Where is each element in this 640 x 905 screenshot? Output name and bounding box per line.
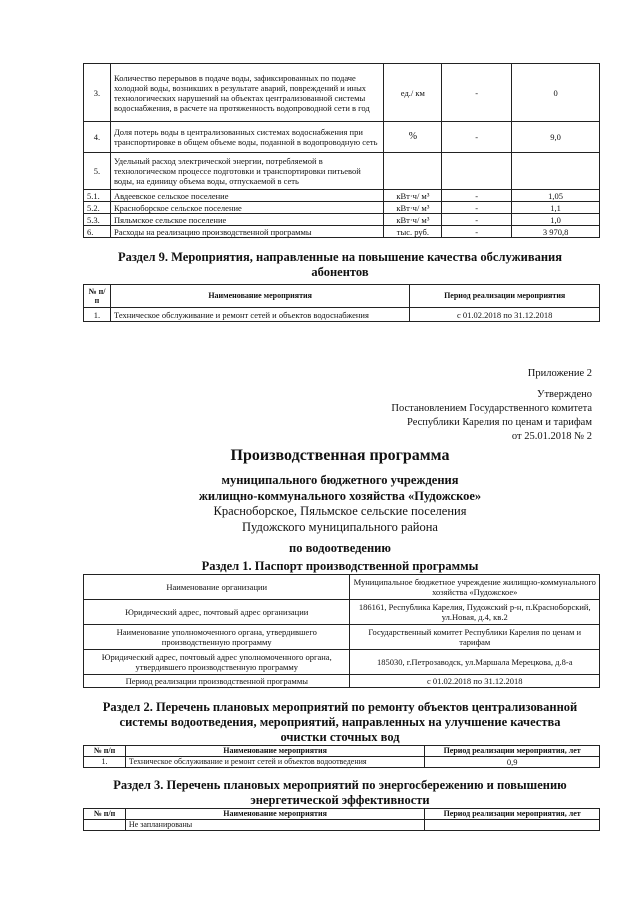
col-number-header: № п/п bbox=[84, 285, 111, 308]
passport-value: с 01.02.2018 по 31.12.2018 bbox=[350, 675, 600, 688]
table-row bbox=[84, 575, 600, 600]
passport-value: Государственный комитет Республики Карелия по ценам и тарифам bbox=[350, 625, 600, 650]
indicator-target: 1,05 bbox=[512, 190, 600, 202]
table-row bbox=[84, 625, 600, 650]
program-subject: по водоотведению bbox=[289, 541, 391, 555]
indicator-unit: % bbox=[384, 122, 442, 153]
row-number bbox=[84, 820, 126, 831]
indicator-name: Авдеевское сельское поселение bbox=[110, 190, 383, 202]
indicator-target bbox=[512, 153, 600, 190]
passport-table bbox=[83, 574, 600, 688]
table-row bbox=[84, 757, 600, 768]
approved-label: Утверждено bbox=[537, 389, 592, 400]
indicator-base: - bbox=[442, 122, 512, 153]
section9-table bbox=[83, 284, 600, 322]
col-number-header: № п/п bbox=[84, 809, 126, 820]
measure-name: Не запланированы bbox=[125, 820, 424, 831]
appendix-label: Приложение 2 bbox=[527, 368, 592, 379]
row-number: 1. bbox=[84, 308, 111, 322]
indicator-base: - bbox=[442, 202, 512, 214]
passport-label: Юридический адрес, почтовый адрес уполномоченного органа, утвердившего производственную программу bbox=[84, 650, 350, 675]
table-row bbox=[84, 153, 600, 190]
table-row bbox=[84, 308, 600, 322]
col-period-header: Период реализации мероприятия bbox=[410, 285, 600, 308]
section2-table bbox=[83, 745, 600, 768]
indicator-target: 1,0 bbox=[512, 214, 600, 226]
table-row bbox=[84, 600, 600, 625]
indicator-unit: кВт·ч/ м³ bbox=[384, 190, 442, 202]
col-number-header: № п/п bbox=[84, 746, 126, 757]
indicator-name: Расходы на реализацию производственной программы bbox=[110, 226, 383, 238]
org-line-1: муниципального бюджетного учреждения bbox=[221, 473, 459, 487]
passport-label: Наименование уполномоченного органа, утвердившего производственную программу bbox=[84, 625, 350, 650]
section3-title bbox=[40, 778, 640, 808]
indicator-target: 1,1 bbox=[512, 202, 600, 214]
indicator-target: 9,0 bbox=[512, 122, 600, 153]
indicator-unit: кВт·ч/ м³ bbox=[384, 202, 442, 214]
approval-line-2: Республики Карелия по ценам и тарифам bbox=[407, 417, 592, 428]
section2-title-line-2: системы водоотведения, мероприятий, направленных на улучшение качества bbox=[119, 715, 561, 729]
area-line-1: Красноборское, Пяльмское сельские поселения bbox=[213, 504, 467, 518]
passport-label: Наименование организации bbox=[84, 575, 350, 600]
section3-title-line-1: Раздел 3. Перечень плановых мероприятий по энергосбережению и повышению bbox=[113, 778, 567, 792]
section3-title-line-2: энергетической эффективности bbox=[250, 793, 430, 807]
table-row bbox=[84, 122, 600, 153]
section1-title: Раздел 1. Паспорт производственной программы bbox=[201, 559, 479, 573]
row-number: 5. bbox=[84, 153, 111, 190]
table-row bbox=[84, 64, 600, 122]
col-period-header: Период реализации мероприятия, лет bbox=[425, 809, 600, 820]
table-row bbox=[84, 675, 600, 688]
approval-line-3: от 25.01.2018 № 2 bbox=[511, 431, 592, 442]
row-number: 5.3. bbox=[84, 214, 111, 226]
section2-title-line-3: очистки сточных вод bbox=[280, 730, 400, 744]
area-line-2: Пудожского муниципального района bbox=[242, 519, 438, 534]
col-name-header: Наименование мероприятия bbox=[125, 809, 424, 820]
indicator-base: - bbox=[442, 64, 512, 122]
passport-label: Юридический адрес, почтовый адрес организации bbox=[84, 600, 350, 625]
approval-line-1: Постановлением Государственного комитета bbox=[391, 403, 592, 414]
col-name-header: Наименование мероприятия bbox=[110, 285, 409, 308]
passport-value: 185030, г.Петрозаводск, ул.Маршала Мерецкова, д.8-а bbox=[350, 650, 600, 675]
measure-period: 0,9 bbox=[425, 757, 600, 768]
program-title: Производственная программа bbox=[230, 447, 450, 464]
indicator-target: 3 970,8 bbox=[512, 226, 600, 238]
program-heading-block bbox=[40, 473, 640, 557]
measure-period: с 01.02.2018 по 31.12.2018 bbox=[410, 308, 600, 322]
row-number: 3. bbox=[84, 64, 111, 122]
indicator-name: Красноборское сельское поселение bbox=[110, 202, 383, 214]
col-period-header: Период реализации мероприятия, лет bbox=[425, 746, 600, 757]
indicator-name: Удельный расход электрической энергии, потребляемой в технологическом процессе подготовки и транспортировки питьевой воды, на единицу объема воды, отпускаемой в сеть bbox=[110, 153, 383, 190]
row-number: 5.1. bbox=[84, 190, 111, 202]
indicator-unit: кВт·ч/ м³ bbox=[384, 214, 442, 226]
measure-period bbox=[425, 820, 600, 831]
table-header-row bbox=[84, 809, 600, 820]
indicator-target: 0 bbox=[512, 64, 600, 122]
table-row bbox=[84, 650, 600, 675]
indicator-name: Количество перерывов в подаче воды, зафиксированных по подаче холодной воды, возникших в результате аварий, повреждений и иных технологических нарушений на объектах централизованной системы водоснабжения, в расчете на протяженность водопроводной сети в год bbox=[110, 64, 383, 122]
col-name-header: Наименование мероприятия bbox=[125, 746, 424, 757]
indicator-unit bbox=[384, 153, 442, 190]
passport-value: 186161, Республика Карелия, Пудожский р-н, п.Красноборский, ул.Новая, д.4, кв.2 bbox=[350, 600, 600, 625]
section2-title-line-1: Раздел 2. Перечень плановых мероприятий по ремонту объектов централизованной bbox=[102, 700, 578, 714]
table-row bbox=[84, 202, 600, 214]
table-header-row bbox=[84, 285, 600, 308]
indicator-unit: тыс. руб. bbox=[384, 226, 442, 238]
measure-name: Техническое обслуживание и ремонт сетей и объектов водоснабжения bbox=[110, 308, 409, 322]
table-row bbox=[84, 820, 600, 831]
indicator-unit: ед./ км bbox=[384, 64, 442, 122]
section9-title: Раздел 9. Мероприятия, направленные на повышение качества обслуживания абонентов bbox=[117, 250, 563, 279]
indicator-base bbox=[442, 153, 512, 190]
passport-value: Муниципальное бюджетное учреждение жилищно-коммунального хозяйства «Пудожское» bbox=[350, 575, 600, 600]
passport-label: Период реализации производственной программы bbox=[84, 675, 350, 688]
row-number: 6. bbox=[84, 226, 111, 238]
table-row bbox=[84, 226, 600, 238]
table-row bbox=[84, 190, 600, 202]
table-row bbox=[84, 214, 600, 226]
indicator-name: Доля потерь воды в централизованных системах водоснабжения при транспортировке в общем объеме воды, поданной в водопроводную сеть bbox=[110, 122, 383, 153]
table-header-row bbox=[84, 746, 600, 757]
indicators-table bbox=[83, 63, 600, 238]
row-number: 1. bbox=[84, 757, 126, 768]
indicator-base: - bbox=[442, 190, 512, 202]
section3-table bbox=[83, 808, 600, 831]
indicator-name: Пяльмское сельское поселение bbox=[110, 214, 383, 226]
indicator-base: - bbox=[442, 226, 512, 238]
measure-name: Техническое обслуживание и ремонт сетей и объектов водоотведения bbox=[125, 757, 424, 768]
row-number: 5.2. bbox=[84, 202, 111, 214]
appendix-block bbox=[391, 367, 592, 444]
row-number: 4. bbox=[84, 122, 111, 153]
section2-title bbox=[40, 700, 640, 745]
indicator-base: - bbox=[442, 214, 512, 226]
org-line-2: жилищно-коммунального хозяйства «Пудожское» bbox=[198, 488, 482, 503]
